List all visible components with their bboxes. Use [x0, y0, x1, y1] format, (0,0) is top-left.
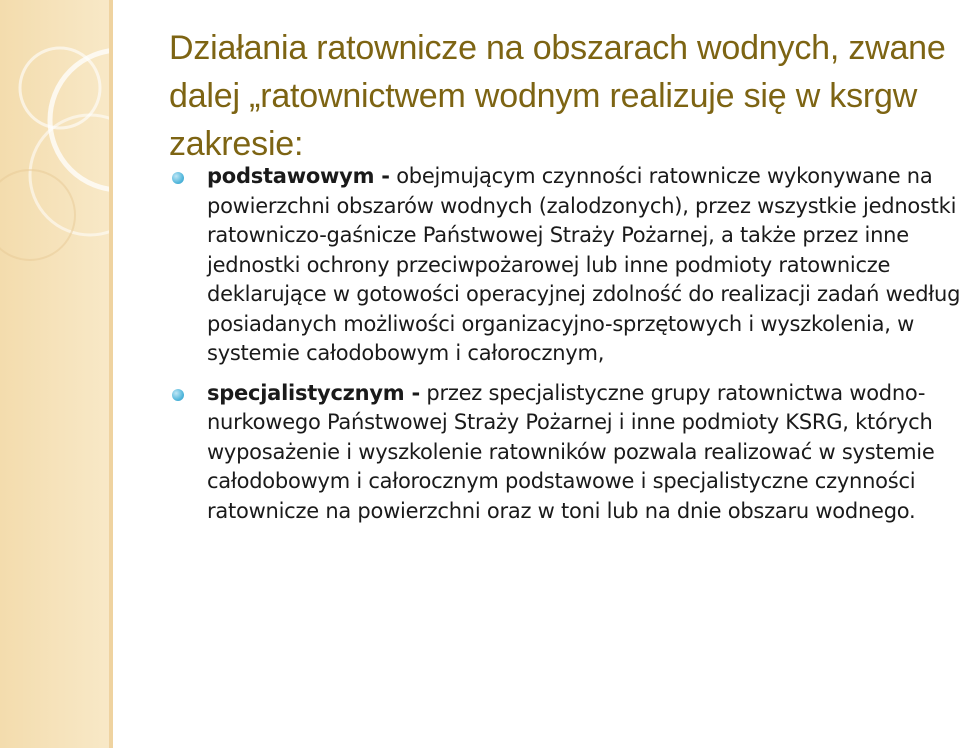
bullet-dot-icon [172, 172, 184, 184]
slide-title: Działania ratownicze na obszarach wodnych, zwane dalej „ratownictwem wodnym realizuje się w ksrgw zakresie: [169, 29, 946, 163]
bullet-dot-icon [172, 389, 184, 401]
bullet-item-podstawowym [169, 162, 960, 369]
bullet-item-specjalistycznym [169, 379, 960, 527]
decorative-side-band [0, 0, 113, 748]
bullet-text: przez specjalistyczne grupy ratownictwa wodno-nurkowego Państwowej Straży Pożarnej i inne podmioty KSRG, których wyposażenie i wyszkolenie ratowników pozwala realizować w systemie całodobowym i całorocznym podstawowe i specjalistyczne czynności ratownicze na powierzchni oraz w toni lub na dnie obszaru wodnego. [207, 380, 935, 523]
decorative-rings-icon [0, 0, 113, 748]
slide-content [113, 0, 960, 748]
bullet-list [169, 162, 960, 536]
bullet-term: specjalistycznym - [207, 380, 420, 405]
bullet-text: obejmującym czynności ratownicze wykonywane na powierzchni obszarów wodnych (zalodzonych), przez wszystkie jednostki ratowniczo-gaśnicze Państwowej Straży Pożarnej, a także przez inne jednostki ochrony przeciwpożarowej lub inne podmioty ratownicze deklarujące w gotowości operacyjnej zdolność do realizacji zadań według posiadanych możliwości organizacyjno-sprzętowych i wyszkolenia, w systemie całodobowym i całorocznym, [207, 164, 960, 365]
bullet-term: podstawowym - [207, 164, 390, 188]
